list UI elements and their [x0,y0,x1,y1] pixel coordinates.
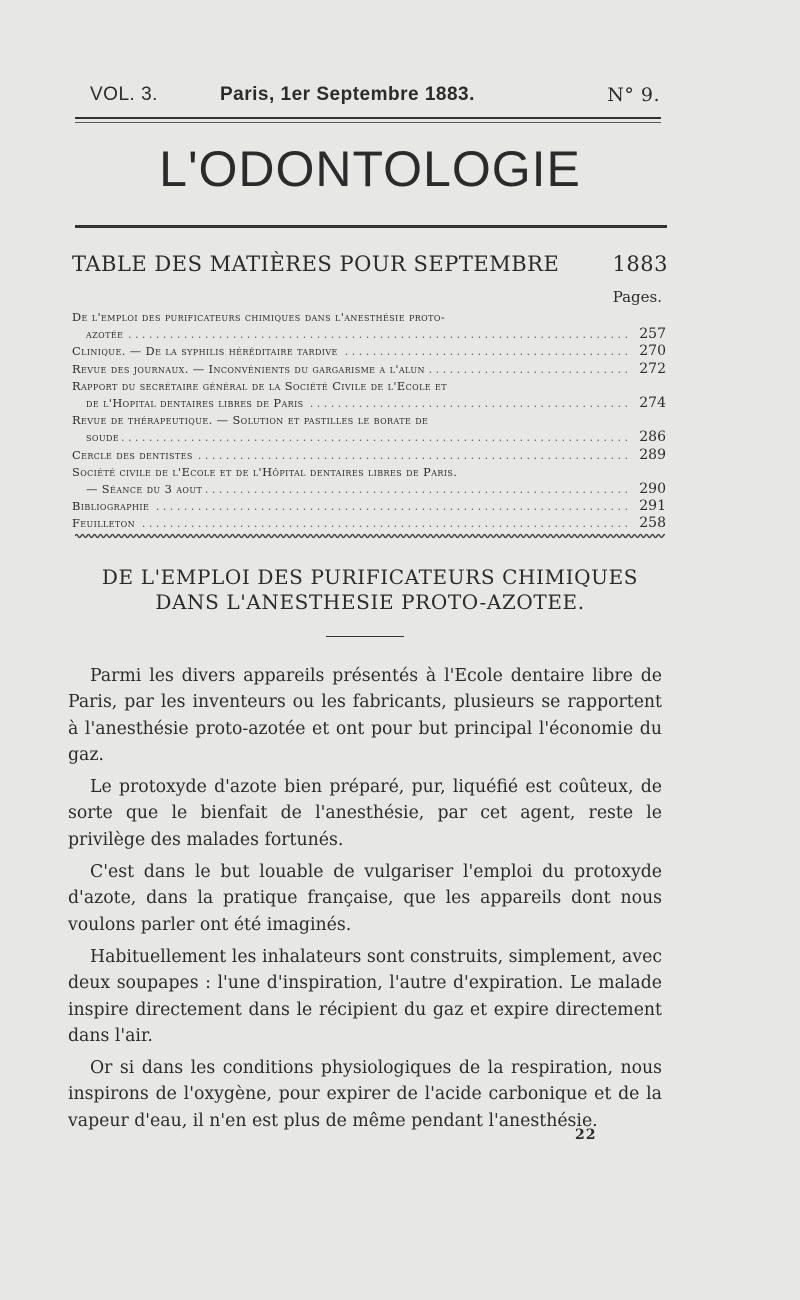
volume-label: VOL. 3. [90,84,158,105]
issue-number: N° 9. [607,84,660,106]
toc-entry [72,481,666,498]
toc-entry-title: Société civile de l'Ecole et de l'Hôpital dentaires libres de Paris. [72,465,460,479]
toc-entry-title: Bibliographie [72,499,152,513]
toc-entry-title: De l'emploi des purificateurs chimiques dans l'anesthésie proto- [72,310,448,324]
page-header [90,84,660,112]
toc-entry [72,378,666,395]
toc-entry [72,412,666,429]
toc-entry-title: — Séance du 3 aout [72,482,205,496]
article-title-line1: DE L'EMPLOI DES PURIFICATEURS CHIMIQUES [101,565,639,589]
journal-title: L'ODONTOLOGIE [159,141,581,197]
wavy-divider [75,532,665,540]
toc-entry [72,326,666,343]
toc-entry-page: 257 [635,326,666,343]
toc-entry-title: Revue de thérapeutique. — Solution et pastilles le borate de [72,413,431,427]
toc-year: 1883 [612,252,668,276]
toc-entry [72,429,666,446]
article-body [68,663,662,1140]
toc-heading-text: TABLE DES MATIÈRES POUR SEPTEMBRE [72,252,560,276]
toc-pages-label: Pages. [612,288,662,306]
header-rule [75,117,661,119]
toc-entry-page: 258 [635,515,666,532]
issue-date: Paris, 1er Septembre 1883. [220,84,475,105]
title-underline [326,636,404,637]
toc-entry-title: Rapport du secrétaire général de la Société Civile de l'Ecole et [72,379,450,393]
article-title [72,565,668,615]
toc-entry-title: azotée [72,327,126,341]
toc-entry [72,361,666,378]
toc-entry-page: 286 [635,429,666,446]
toc-entry-page: 270 [635,343,666,360]
toc-entry-title: Feuilleton [72,516,138,530]
title-rule [75,225,667,228]
page-number: 22 [575,1127,597,1143]
toc-entry-page: 289 [635,447,666,464]
toc-entry [72,447,666,464]
article-title-line2: DANS L'ANESTHESIE PROTO-AZOTEE. [155,590,585,614]
paragraph: Parmi les divers appareils présentés à l'Ecole dentaire libre de Paris, par les inventeurs ou les fabricants, plusieurs se rapportent à l'anesthésie proto-azotée et ont pour but principal l'économie du gaz. [68,666,662,765]
toc-entry-page: 272 [635,361,666,378]
toc-heading [72,252,668,276]
toc-entry [72,464,666,481]
toc-entry [72,309,666,326]
table-of-contents [72,309,666,532]
toc-entry-title: de l'Hopital dentaires libres de Paris [72,396,307,410]
paragraph: Or si dans les conditions physiologiques de la respiration, nous inspirons de l'oxygène, pour expirer de l'acide carbonique et de la vapeur d'eau, il n'en est plus de même pendant l'anesthésie. [68,1058,662,1131]
toc-entry-title: Clinique. — De la syphilis héréditaire tardive [72,344,341,358]
toc-entry-title: Revue des journaux. — Inconvénients du gargarisme a l'alun [72,362,428,376]
toc-entry [72,343,666,360]
toc-entry-title: soude [72,430,122,444]
toc-entry-page: 291 [635,498,666,515]
toc-entry [72,515,666,532]
toc-entry [72,395,666,412]
paragraph: Habituellement les inhalateurs sont construits, simplement, avec deux soupapes : l'une d'inspiration, l'autre d'expiration. Le malade inspire directement dans le récipient du gaz et expire directement dans l'air. [68,946,662,1046]
header-rule-thin [75,122,661,123]
toc-entry-page: 274 [635,395,666,412]
toc-entry-title: Cercle des dentistes [72,448,196,462]
paragraph: Le protoxyde d'azote bien préparé, pur, liquéfié est coûteux, de sorte que le bienfait de l'anesthésie, par cet agent, reste le privilège des malades fortunés. [68,777,662,850]
toc-entry [72,498,666,515]
paragraph: C'est dans le but louable de vulgariser l'emploi du protoxyde d'azote, dans la pratique française, que les appareils dont nous voulons parler ont été imaginés. [68,862,662,935]
toc-entry-page: 290 [635,481,666,498]
